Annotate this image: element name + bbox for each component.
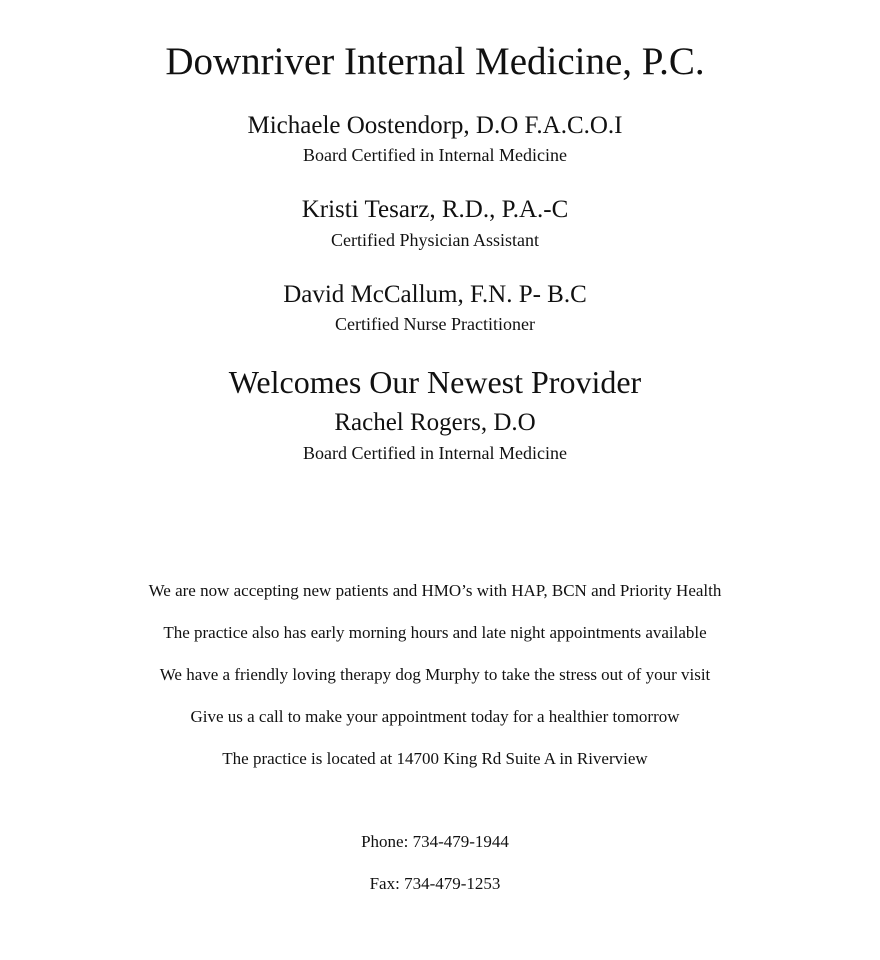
info-line-call: Give us a call to make your appointment today for a healthier tomorrow bbox=[190, 707, 680, 726]
info-line-insurance: We are now accepting new patients and HMO’s with HAP, BCN and Priority Health bbox=[148, 581, 722, 600]
provider-name: Kristi Tesarz, R.D., P.A.-C bbox=[301, 196, 569, 223]
provider-name: David McCallum, F.N. P- B.C bbox=[283, 281, 587, 308]
info-line-hours: The practice also has early morning hours and late night appointments available bbox=[163, 623, 707, 642]
info-line-location: The practice is located at 14700 King Rd Suite A in Riverview bbox=[222, 749, 648, 768]
welcome-heading: Welcomes Our Newest Provider bbox=[228, 364, 642, 400]
phone-number: Phone: 734-479-1944 bbox=[361, 832, 509, 851]
practice-title: Downriver Internal Medicine, P.C. bbox=[165, 40, 705, 83]
provider-credential: Certified Physician Assistant bbox=[331, 230, 539, 250]
provider-credential: Certified Nurse Practitioner bbox=[335, 314, 535, 334]
new-provider-name: Rachel Rogers, D.O bbox=[334, 409, 536, 436]
provider-credential: Board Certified in Internal Medicine bbox=[303, 145, 567, 165]
provider-name: Michaele Oostendorp, D.O F.A.C.O.I bbox=[247, 112, 623, 139]
new-provider-credential: Board Certified in Internal Medicine bbox=[303, 443, 567, 463]
fax-number: Fax: 734-479-1253 bbox=[369, 874, 501, 893]
info-line-therapy-dog: We have a friendly loving therapy dog Murphy to take the stress out of your visit bbox=[159, 665, 711, 684]
